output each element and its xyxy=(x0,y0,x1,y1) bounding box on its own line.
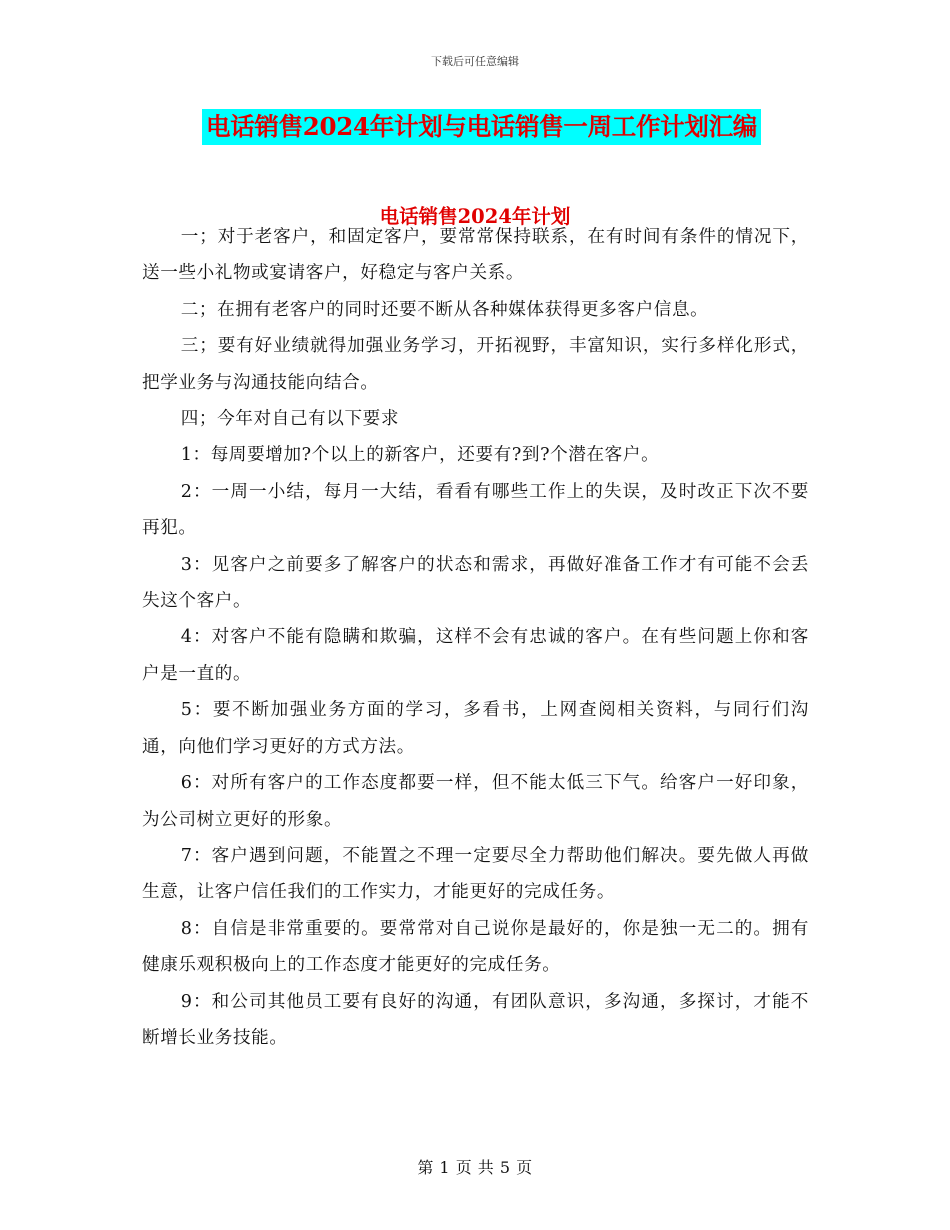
paragraph: 四；今年对自己有以下要求 xyxy=(180,409,400,430)
page-header-note: 下载后可任意编辑 xyxy=(431,55,519,68)
paragraph: 三；要有好业绩就得加强业务学习，开拓视野，丰富知识，实行多样化形式，把学业务与沟通技能向结合。 xyxy=(142,336,809,393)
paragraph: 一；对于老客户，和固定客户，要常常保持联系，在有时间有条件的情况下，送一些小礼物或宴请客户，好稳定与客户关系。 xyxy=(142,227,809,284)
paragraph: 9：和公司其他员工要有良好的沟通，有团队意识，多沟通，多探讨，才能不断增长业务技能。 xyxy=(142,991,809,1048)
paragraph: 二；在拥有老客户的同时还要不断从各种媒体获得更多客户信息。 xyxy=(180,299,709,320)
paragraph: 2：一周一小结，每月一大结，看看有哪些工作上的失误，及时改正下次不要再犯。 xyxy=(142,481,809,539)
paragraph: 7：客户遇到问题，不能置之不理一定要尽全力帮助他们解决。要先做人再做生意，让客户信任我们的工作实力，才能更好的完成任务。 xyxy=(142,845,809,903)
document-body xyxy=(142,219,809,1056)
paragraph: 3：见客户之前要多了解客户的状态和需求，再做好准备工作才有可能不会丢失这个客户。 xyxy=(142,554,809,612)
paragraph: 4：对客户不能有隐瞒和欺骗，这样不会有忠诚的客户。在有些问题上你和客户是一直的。 xyxy=(142,627,809,684)
paragraph: 8：自信是非常重要的。要常常对自己说你是最好的，你是独一无二的。拥有健康乐观积极向上的工作态度才能更好的完成任务。 xyxy=(142,918,809,976)
document-title: 电话销售2024年计划与电话销售一周工作计划汇编 xyxy=(202,109,761,145)
page-footer: 第 1 页 共 5 页 xyxy=(417,1158,533,1177)
paragraph: 1：每周要增加?个以上的新客户，还要有?到?个潜在客户。 xyxy=(180,445,660,466)
paragraph: 6：对所有客户的工作态度都要一样，但不能太低三下气。给客户一好印象，为公司树立更好的形象。 xyxy=(142,773,809,830)
paragraph: 5：要不断加强业务方面的学习，多看书，上网查阅相关资料，与同行们沟通，向他们学习更好的方式方法。 xyxy=(142,700,809,757)
section-title: 电话销售2024年计划 xyxy=(379,205,571,228)
